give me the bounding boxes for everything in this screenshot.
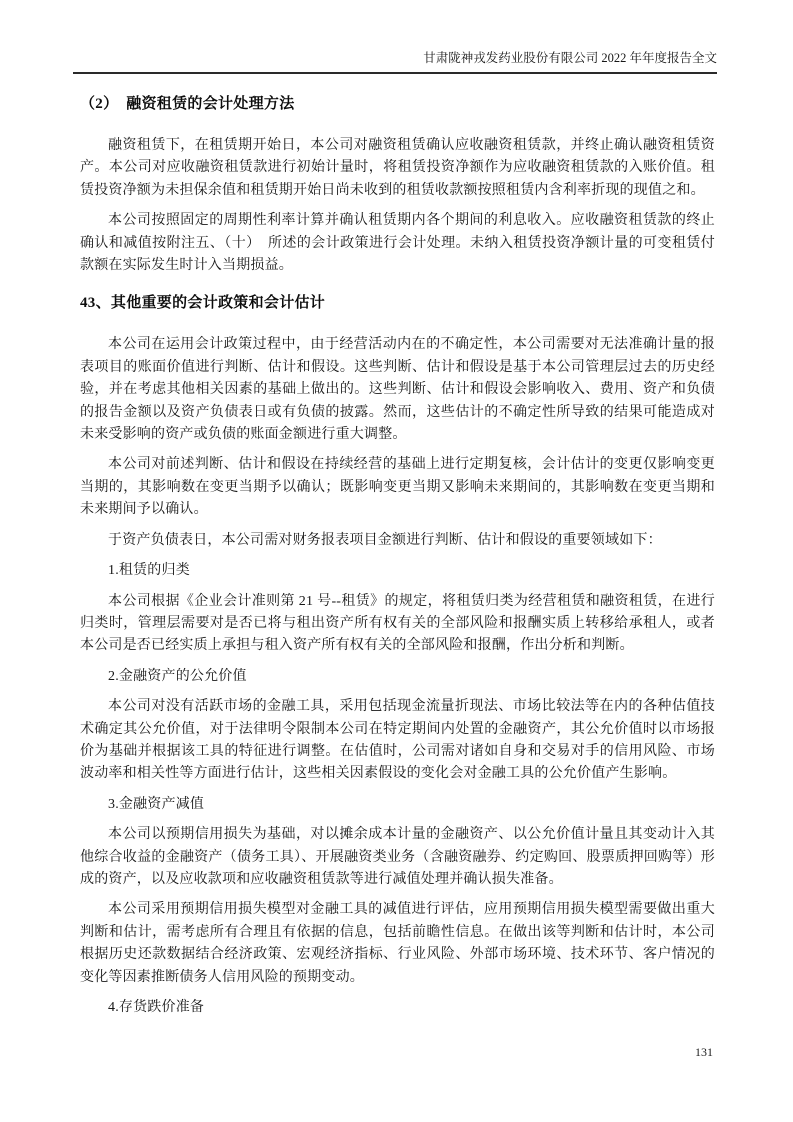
page-content: [80, 93, 715, 1027]
paragraph-financing-lease-interest: 本公司按照固定的周期性利率计算并确认租赁期内各个期间的利息收入。应收融资租赁款的终止确认和减值按附注五、（十） 所述的会计政策进行会计处理。未纳入租赁投资净额计量的可变租赁付款额在实际发生时计入当期损益。: [80, 213, 715, 274]
report-header: 甘肃陇神戎发药业股份有限公司 2022 年年度报告全文: [73, 50, 717, 74]
paragraph-financing-lease-recognition: 融资租赁下，在租赁期开始日，本公司对融资租赁确认应收融资租赁款，并终止确认融资租赁资产。本公司对应收融资租赁款进行初始计量时，将租赁投资净额作为应收融资租赁款的入账价值。租赁投资净额为未担保余值和租赁期开始日尚未收到的租赁收款额按照租赁内含利率折现的现值之和。: [80, 138, 715, 198]
paragraph-lease-classification-detail: 本公司根据《企业会计准则第 21 号--租赁》的规定，将租赁归类为经营租赁和融资租赁，在进行归类时，管理层需要对是否已将与租出资产所有权有关的全部风险和报酬实质上转移给承租人，或者本公司是否已经实质上承担与租入资产所有权有关的全部风险和报酬，作出分析和判断。: [80, 593, 715, 654]
paragraph-ecl-model: 本公司采用预期信用损失模型对金融工具的减值进行评估，应用预期信用损失模型需要做出重大判断和估计，需考虑所有合理且有依据的信息，包括前瞻性信息。在做出该等判断和估计时，本公司根据历史还款数据结合经济政策、宏观经济指标、行业风险、外部市场环境、技术环节、客户情况的变化等因素推断债务人信用风险的预期变动。: [80, 902, 715, 985]
section-heading-financing-lease-accounting: （2） 融资租赁的会计处理方法: [80, 96, 295, 112]
subheading-inventory-write-down: 4.存货跌价准备: [108, 1000, 205, 1015]
paragraph-fair-value-detail: 本公司对没有活跃市场的金融工具，采用包括现金流量折现法、市场比较法等在内的各种估值技术确定其公允价值，对于法律明令限制本公司在特定期间内处置的金融资产，其公允价值时以市场报价为基础并根据该工具的特征进行调整。在估值时，公司需对诸如自身和交易对手的信用风险、市场波动率和相关性等方面进行估计，这些相关因素假设的变化会对金融工具的公允价值产生影响。: [80, 699, 715, 782]
page-number: 131: [695, 1045, 713, 1059]
paragraph-impairment-scope: 本公司以预期信用损失为基础，对以摊余成本计量的金融资产、以公允价值计量且其变动计入其他综合收益的金融资产（债务工具）、开展融资类业务（含融资融券、约定购回、股票质押回购等）形成的资产，以及应收款项和应收融资租赁款等进行减值处理并确认损失准备。: [80, 827, 715, 887]
paragraph-estimates-uncertainty: 本公司在运用会计政策过程中，由于经营活动内在的不确定性，本公司需要对无法准确计量的报表项目的账面价值进行判断、估计和假设。这些判断、估计和假设是基于本公司管理层过去的历史经验，并在考虑其他相关因素的基础上做出的。这些判断、估计和假设会影响收入、费用、资产和负债的报告金额以及资产负债表日或有负债的披露。然而，这些估计的不确定性所导致的结果可能造成对未来受影响的资产或负债的账面金额进行重大调整。: [80, 337, 715, 443]
paragraph-balance-sheet-date-intro: 于资产负债表日，本公司需对财务报表项目金额进行判断、估计和假设的重要领域如下：: [108, 532, 662, 548]
subheading-lease-classification: 1.租赁的归类: [108, 563, 190, 579]
paragraph-estimates-review: 本公司对前述判断、估计和假设在持续经营的基础上进行定期复核，会计估计的变更仅影响变更当期的，其影响数在变更当期予以确认；既影响变更当期又影响未来期间的，其影响数在变更当期和未来期间予以确认。: [80, 457, 715, 518]
subheading-financial-assets-fair-value: 2.金融资产的公允价值: [108, 668, 247, 684]
section-heading-other-accounting-policies: 43、其他重要的会计政策和会计估计: [80, 295, 326, 312]
subheading-financial-assets-impairment: 3.金融资产减值: [108, 796, 205, 812]
